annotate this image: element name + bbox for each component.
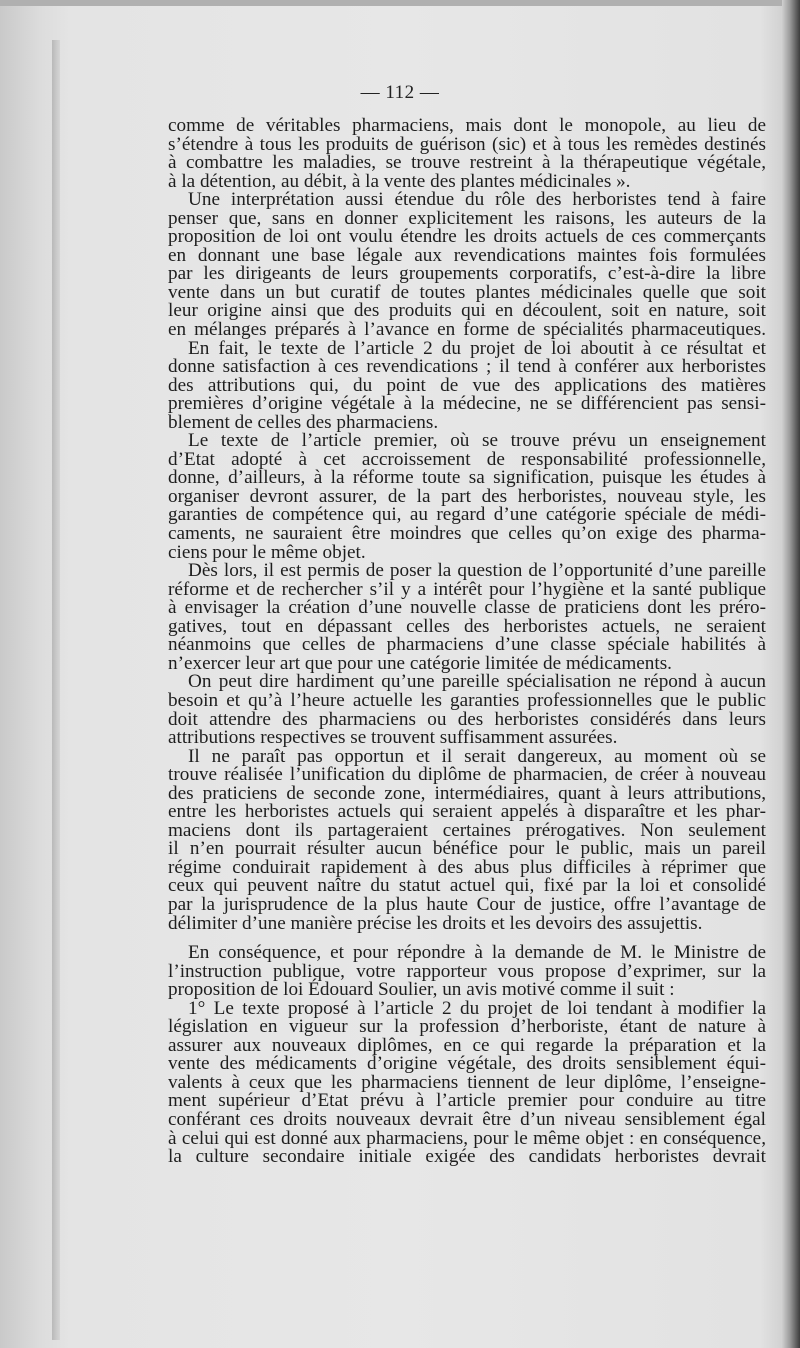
text-line: ciens pour le même objet. (168, 541, 366, 563)
text-line: En fait, le texte de l’article 2 du projet de loi aboutit à ce résultat et (188, 337, 766, 359)
text-line: l’instruction publique, votre rapporteur vous propose d’exprimer, sur la (168, 960, 766, 982)
text-line: donne, d’ailleurs, à la réforme toute sa signification, puisque les études à (168, 467, 766, 489)
text-line: en donnant une base légale aux revendications maintes fois formulées (168, 244, 766, 266)
text-line: à combattre les maladies, se trouve restreint à la thérapeutique végétale, (168, 152, 766, 174)
text-line: d’Etat adopté à cet accroissement de responsabilité professionnelle, (168, 448, 766, 470)
text-line: proposition de loi ont voulu étendre les droits actuels de ces commerçants (168, 226, 766, 248)
text-line: réforme et de rechercher s’il y a intérêt pour l’hygiène et la santé publique (168, 578, 766, 600)
text-line: régime conduirait rapidement à des abus plus difficiles à réprimer que (168, 856, 766, 878)
text-line: penser que, sans en donner explicitement les raisons, les auteurs de la (168, 207, 766, 229)
text-line: ment supérieur d’Etat prévu à l’article premier pour conduire au titre (168, 1090, 766, 1112)
text-line: à envisager la création d’une nouvelle classe de praticiens dont les préro- (168, 597, 766, 619)
text-line: blement de celles des pharmaciens. (168, 411, 439, 433)
text-line: vente des médicaments d’origine végétale, des droits sensiblement équi- (168, 1053, 766, 1075)
text-line: néanmoins que celles de pharmaciens d’une classe spéciale habilités à (168, 634, 766, 656)
text-line: trouve réalisée l’unification du diplôme de pharmacien, de créer à nouveau (168, 764, 766, 786)
text-line: s’étendre à tous les produits de guérison (sic) et à tous les remèdes destinés (168, 133, 766, 155)
text-line: en mélanges préparés à l’avance en forme de spécialités pharmaceutiques. (168, 319, 766, 341)
text-line: gatives, tout en dépassant celles des herboristes actuels, ne seraient (168, 615, 766, 637)
text-line: Il ne paraît pas opportun et il serait dangereux, au moment où se (188, 745, 766, 767)
page-right-edge (782, 0, 800, 1348)
text-line: premières d’origine végétale à la médecine, ne se différencient pas sensi- (168, 393, 766, 415)
text-line: législation en vigueur sur la profession d’herboriste, étant de nature à (168, 1016, 766, 1038)
text-line: donne satisfaction à ces revendications ; il tend à conférer aux herboristes (168, 356, 766, 378)
text-line: vente dans un but curatif de toutes plantes médicinales quelle que soit (168, 281, 766, 303)
text-line: maciens dont ils partageraient certaines prérogatives. Non seulement (168, 819, 766, 841)
text-line: par la jurisprudence de la plus haute Cour de justice, offre l’avantage de (168, 893, 766, 915)
text-line: n’exercer leur art que pour une catégorie limitée de médicaments. (168, 652, 672, 674)
text-line: assurer aux nouveaux diplômes, en ce qui regarde la préparation et la (168, 1034, 766, 1056)
text-line: Dès lors, il est permis de poser la question de l’opportunité d’une pareille (188, 560, 766, 582)
text-line: par les dirigeants de leurs groupements corporatifs, c’est-à-dire la libre (168, 263, 766, 285)
text-line: leur origine ainsi que des produits qui en découlent, soit en nature, soit (168, 300, 766, 322)
page-top-edge (0, 0, 800, 6)
text-line: doit attendre des pharmaciens ou des herboristes considérés dans leurs (168, 708, 766, 730)
body-text (168, 117, 766, 1167)
text-line: caments, ne sauraient être moindres que celles qu’on exige des pharma- (168, 523, 766, 545)
text-line: entre les herboristes actuels qui seraient appelés à disparaître et les phar- (168, 801, 766, 823)
text-line: Une interprétation aussi étendue du rôle des herboristes tend à faire (188, 189, 766, 211)
text-line: il n’en pourrait résulter aucun bénéfice pour le public, mais un pareil (168, 838, 766, 860)
text-line: délimiter d’une manière précise les droits et les devoirs des assujettis. (168, 912, 703, 934)
text-line: 1° Le texte proposé à l’article 2 du projet de loi tendant à modifier la (188, 997, 766, 1019)
text-line: En conséquence, et pour répondre à la demande de M. le Ministre de (188, 942, 766, 964)
text-line: des praticiens de seconde zone, intermédiaires, quant à leurs attributions, (168, 782, 766, 804)
text-line: Le texte de l’article premier, où se trouve prévu un enseignement (188, 430, 766, 452)
text-line: des attributions qui, du point de vue des applications des matières (168, 374, 766, 396)
text-line: attributions respectives se trouvent suffisamment assurées. (168, 727, 618, 749)
text-line: valents à ceux que les pharmaciens tiennent de leur diplôme, l’enseigne- (168, 1071, 766, 1093)
page-number: — 112 — (360, 82, 440, 103)
text-line: à celui qui est donné aux pharmaciens, pour le même objet : en conséquence, (168, 1127, 766, 1149)
page-binding-shadow (52, 40, 60, 1340)
text-line: la culture secondaire initiale exigée des candidats herboristes devrait (168, 1146, 766, 1168)
text-line: besoin et qu’à l’heure actuelle les garanties professionnelles que le public (168, 689, 766, 711)
text-line: organiser devront assurer, de la part des herboristes, nouveau style, les (168, 485, 766, 507)
text-line: garanties de compétence qui, au regard d’une catégorie spéciale de médi- (168, 504, 766, 526)
text-line: On peut dire hardiment qu’une pareille spécialisation ne répond à aucun (188, 671, 766, 693)
text-line: comme de véritables pharmaciens, mais dont le monopole, au lieu de (168, 115, 766, 136)
text-line: ceux qui peuvent naître du statut actuel qui, fixé par la loi et consolidé (168, 875, 766, 897)
text-line: proposition de loi Édouard Soulier, un avis motivé comme il suit : (168, 979, 675, 1001)
text-line: conférant ces droits nouveaux devrait être d’un niveau sensiblement égal (168, 1108, 766, 1130)
text-line: à la détention, au débit, à la vente des plantes médicinales ». (168, 170, 631, 192)
